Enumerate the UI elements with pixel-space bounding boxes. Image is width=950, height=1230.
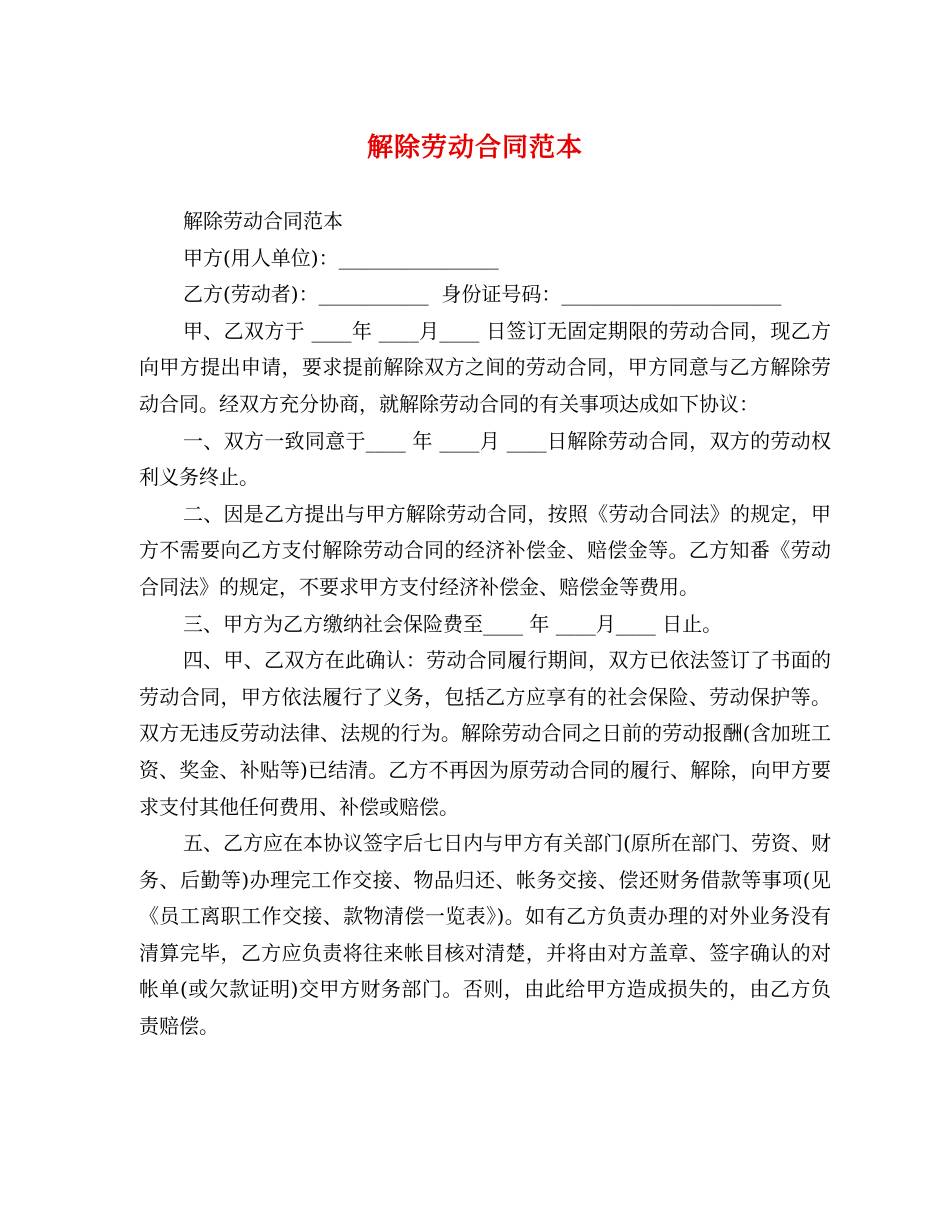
document-body xyxy=(139,203,831,1045)
paragraph-party-a: 甲方(用人单位)：________________ xyxy=(183,245,499,270)
paragraph-clause-3: 三、甲方为乙方缴纳社会保险费至____ 年 ____月____ 日止。 xyxy=(183,611,723,636)
paragraph-clause-4: 四、甲、乙双方在此确认：劳动合同履行期间，双方已依法签订了书面的劳动合同，甲方依法履行了义务，包括乙方应享有的社会保险、劳动保护等。双方无违反劳动法律、法规的行为。解除劳动合同之日前的劳动报酬(含加班工资、奖金、补贴等)已结清。乙方不再因为原劳动合同的履行、解除，向甲方要求支付其他任何费用、补偿或赔偿。 xyxy=(139,648,831,819)
document-title: 解除劳动合同范本 xyxy=(366,133,583,163)
paragraph-clause-1: 一、双方一致同意于____ 年 ____月 ____日解除劳动合同，双方的劳动权利义务终止。 xyxy=(139,428,831,490)
paragraph-heading: 解除劳动合同范本 xyxy=(183,209,343,233)
paragraph-preamble: 甲、乙双方于 ____年 ____月____ 日签订无固定期限的劳动合同，现乙方向甲方提出申请，要求提前解除双方之间的劳动合同，甲方同意与乙方解除劳动合同。经双方充分协商，就解除劳动合同的有关事项达成如下协议： xyxy=(139,318,831,416)
paragraph-clause-5: 五、乙方应在本协议签字后七日内与甲方有关部门(原所在部门、劳资、财务、后勤等)办理完工作交接、物品归还、帐务交接、偿还财务借款等事项(见《员工离职工作交接、款物清偿一览表》)。如有乙方负责办理的对外业务没有清算完毕，乙方应负责将往来帐目核对清楚，并将由对方盖章、签字确认的对帐单(或欠款证明)交甲方财务部门。否则，由此给甲方造成损失的，由乙方负责赔偿。 xyxy=(139,831,831,1039)
paragraph-clause-2: 二、因是乙方提出与甲方解除劳动合同，按照《劳动合同法》的规定，甲方不需要向乙方支付解除劳动合同的经济补偿金、赔偿金等。乙方知番《劳动合同法》的规定，不要求甲方支付经济补偿金、赔偿金等费用。 xyxy=(139,501,831,599)
paragraph-party-b: 乙方(劳动者)：___________ 身份证号码：______________________ xyxy=(183,282,782,307)
